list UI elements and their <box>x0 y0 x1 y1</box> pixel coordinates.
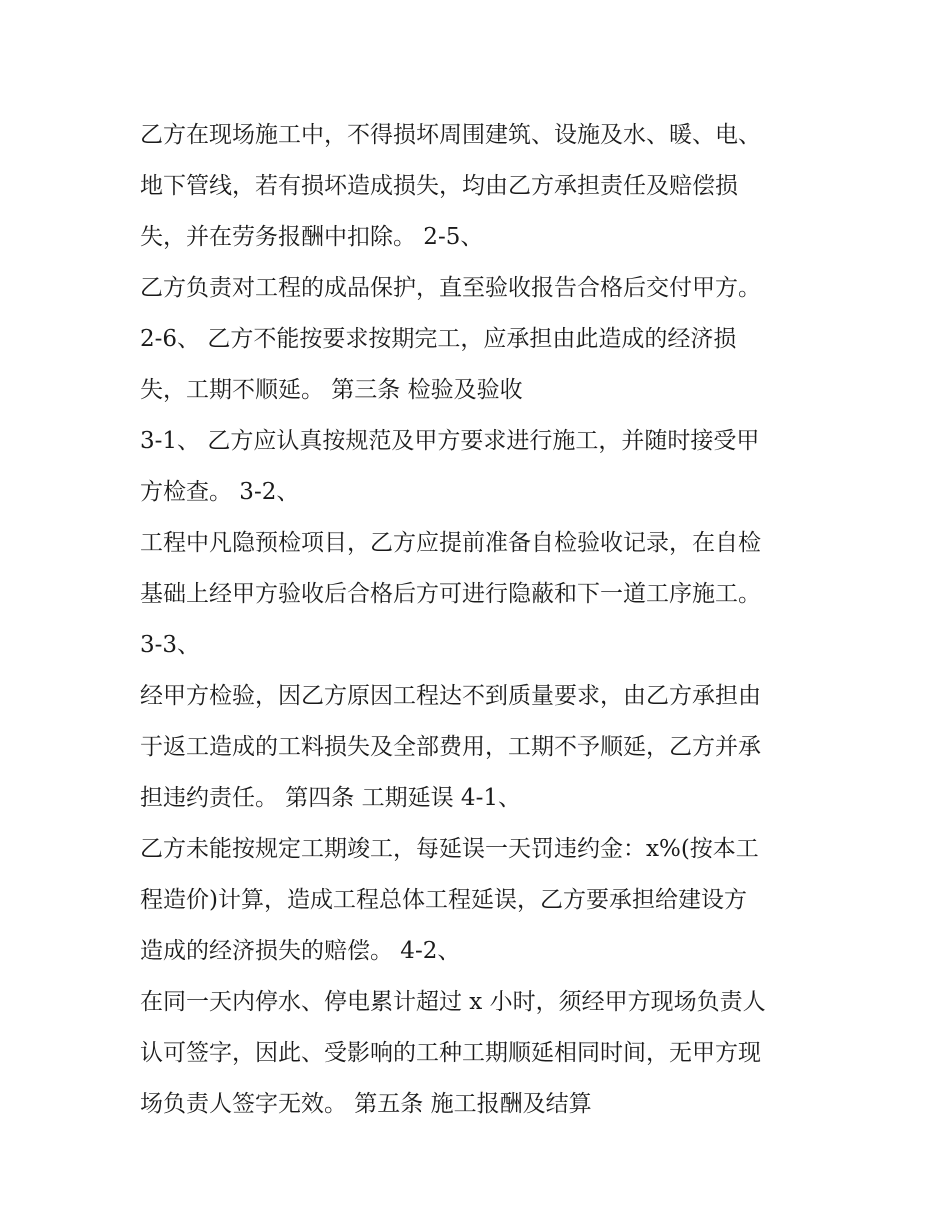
text-line: 失，工期不顺延。 第三条 检验及验收 <box>140 377 523 403</box>
text-line: 于返工造成的工料损失及全部费用，工期不予顺延，乙方并承 <box>140 734 761 760</box>
text-line: 3-1、 乙方应认真按规范及甲方要求进行施工，并随时接受甲 <box>140 428 760 454</box>
text-line: 3-3、 <box>140 632 201 658</box>
text-line: 认可签字，因此、受影响的工种工期顺延相同时间，无甲方现 <box>140 1040 761 1066</box>
text-line: 工程中凡隐预检项目，乙方应提前准备自检验收记录，在自检 <box>140 530 761 556</box>
text-line: 在同一天内停水、停电累计超过 x 小时，须经甲方现场负责人 <box>140 989 766 1015</box>
text-line: 经甲方检验，因乙方原因工程达不到质量要求，由乙方承担由 <box>140 683 761 709</box>
text-line: 乙方在现场施工中，不得损坏周围建筑、设施及水、暖、电、 <box>140 122 761 148</box>
text-line: 场负责人签字无效。 第五条 施工报酬及结算 <box>140 1091 592 1117</box>
text-line: 方检查。 3-2、 <box>140 479 300 505</box>
text-line: 程造价)计算，造成工程总体工程延误，乙方要承担给建设方 <box>140 887 747 913</box>
text-line: 造成的经济损失的赔偿。 4-2、 <box>140 938 461 964</box>
contract-text <box>140 110 830 1130</box>
text-line: 乙方负责对工程的成品保护，直至验收报告合格后交付甲方。 <box>140 275 761 301</box>
text-line: 地下管线，若有损坏造成损失，均由乙方承担责任及赔偿损 <box>140 173 738 199</box>
text-line: 担违约责任。 第四条 工期延误 4-1、 <box>140 785 521 811</box>
text-line: 乙方未能按规定工期竣工，每延误一天罚违约金：x%(按本工 <box>140 836 759 862</box>
text-line: 失，并在劳务报酬中扣除。 2-5、 <box>140 224 484 250</box>
text-line: 基础上经甲方验收后合格后方可进行隐蔽和下一道工序施工。 <box>140 581 761 607</box>
text-line: 2-6、 乙方不能按要求按期完工，应承担由此造成的经济损 <box>140 326 737 352</box>
